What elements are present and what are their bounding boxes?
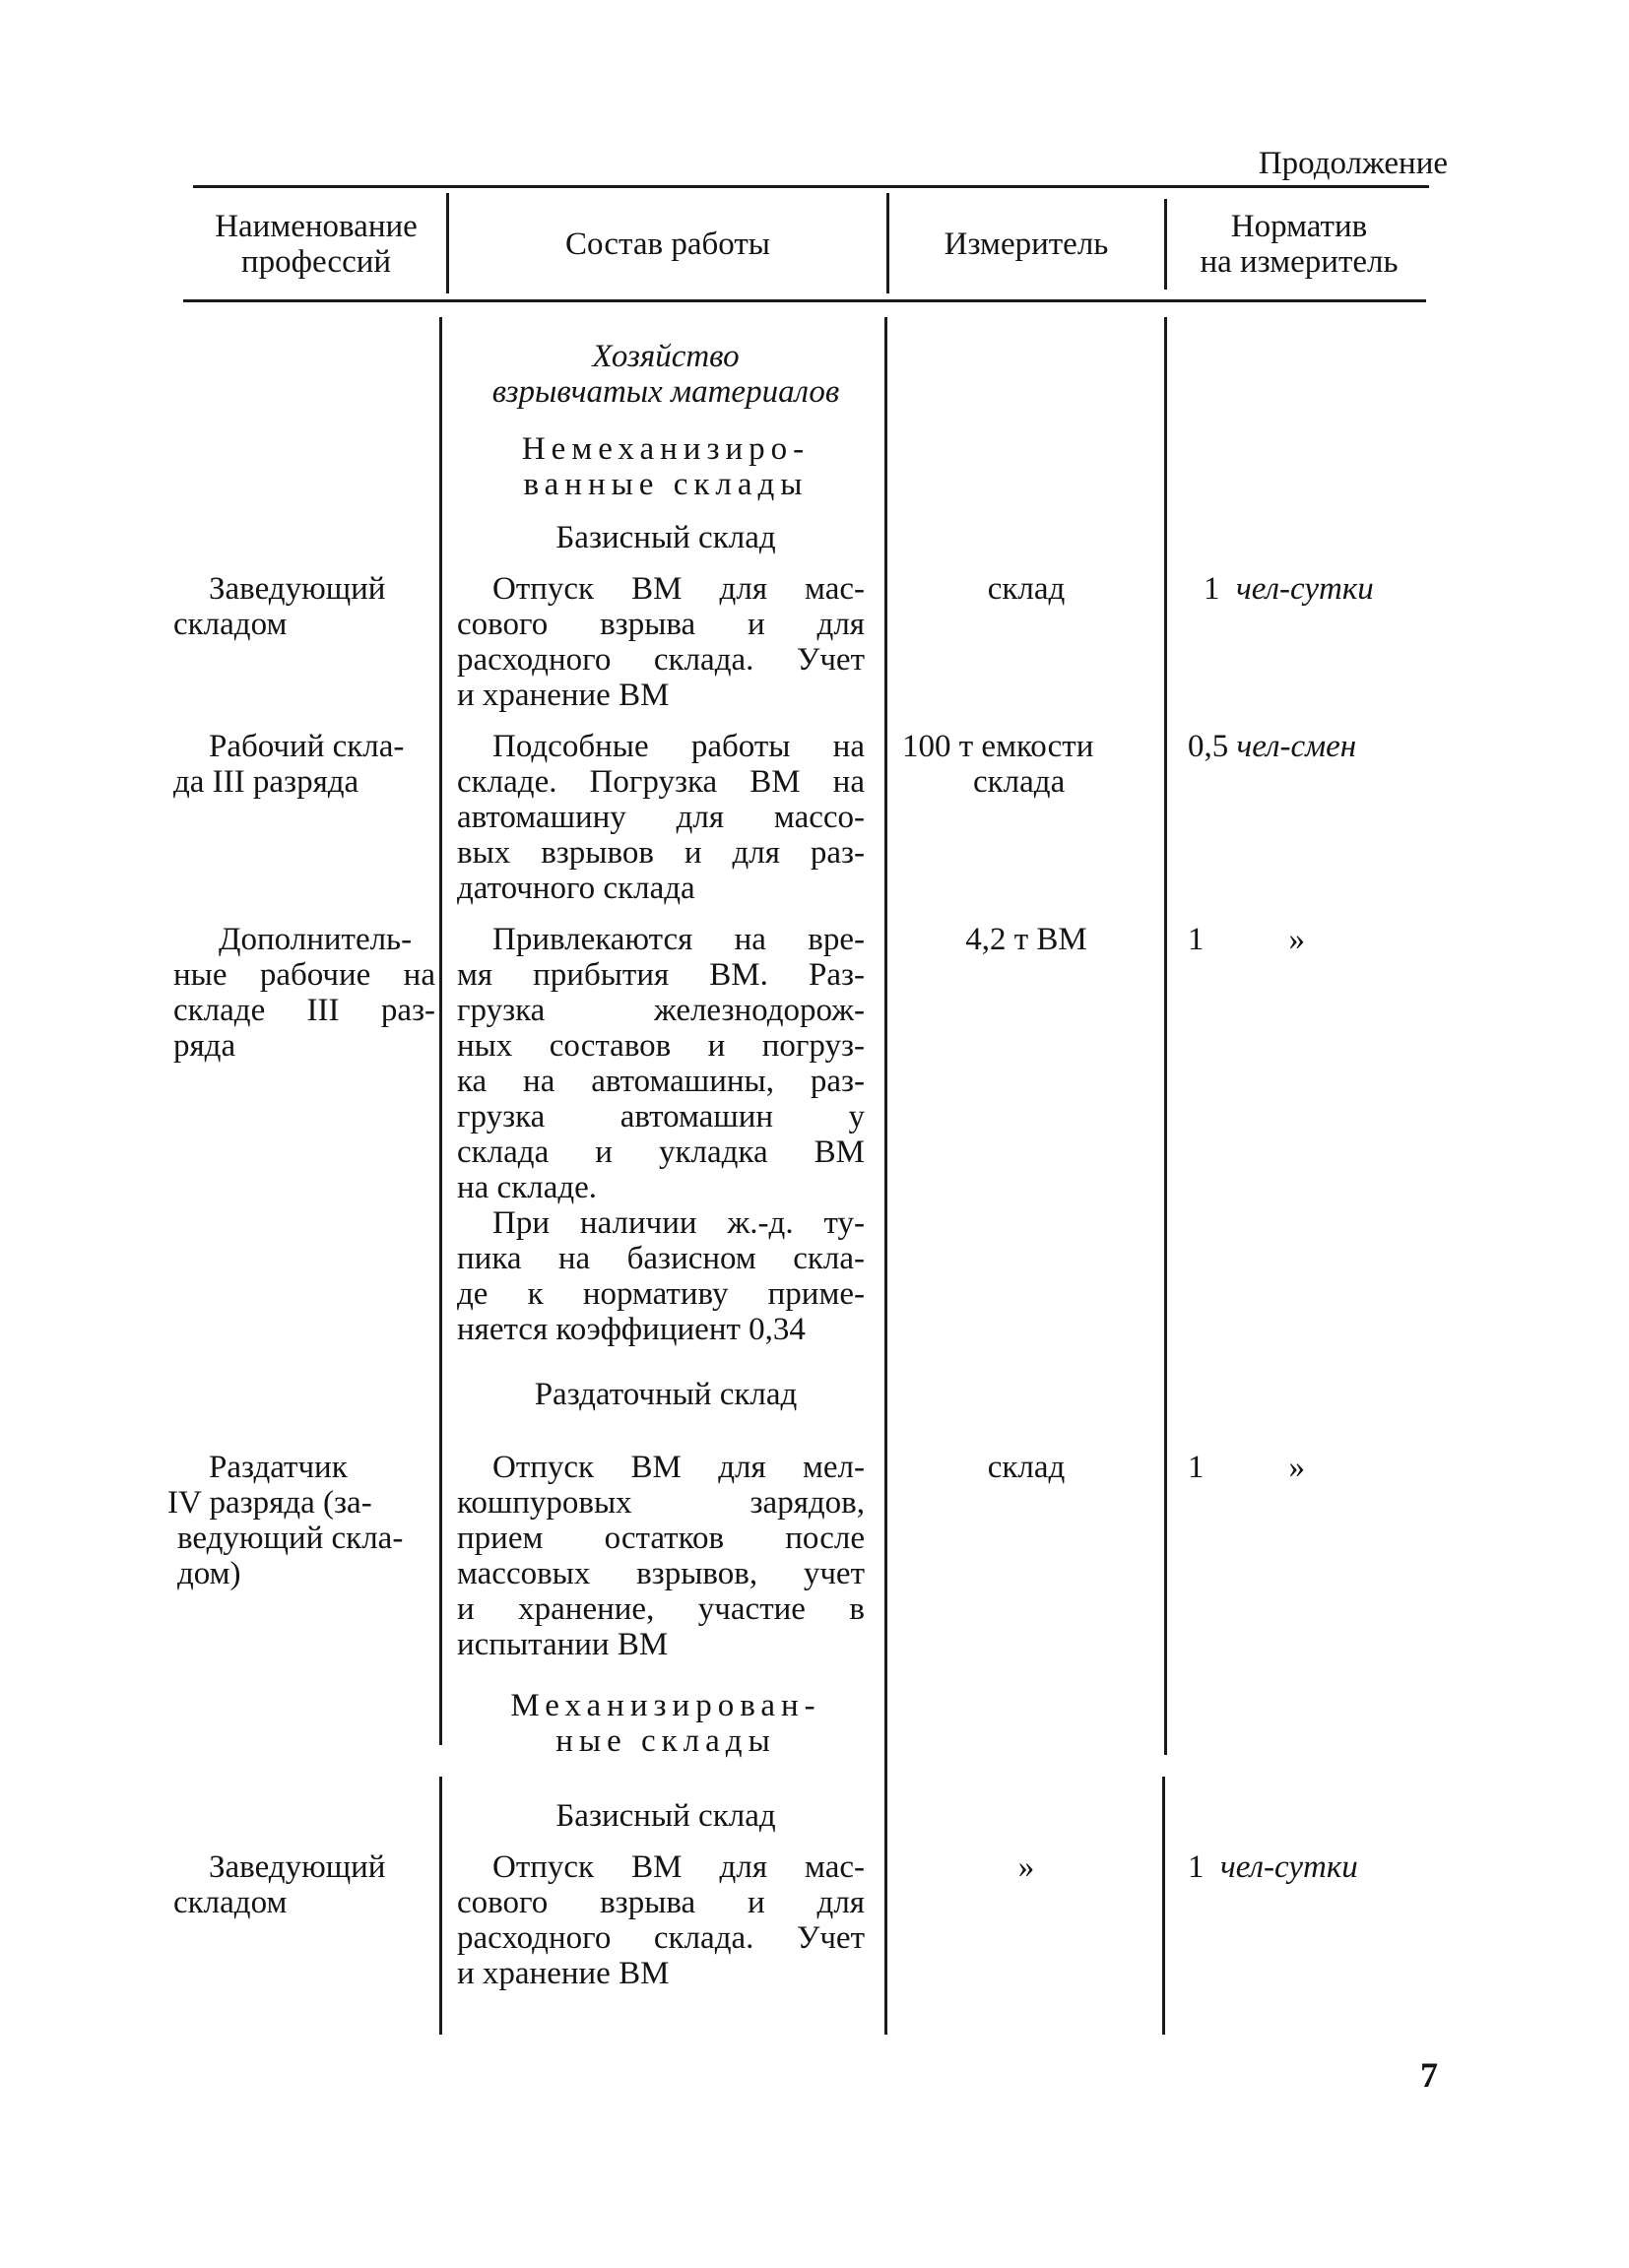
row2-norm: 0,5 чел-смен	[1188, 729, 1357, 764]
row5-norm: 1 чел-сутки	[1188, 1849, 1358, 1885]
row1-norm: 1 чел-сутки	[1204, 571, 1374, 607]
header-bottom-rule	[183, 299, 1426, 302]
row3-work: Привлекаются на вре- мя прибытия ВМ. Раз- грузка железнодорож- ных составов и погруз- ка на автомашины, раз- грузка автомашин у склада и укладка ВМ на складе.	[457, 922, 865, 1205]
section-title-nonmech: Немеханизиро- ванные склады	[521, 431, 811, 502]
section-title-main: Хозяйство взрывчатых материалов	[491, 339, 840, 410]
section-title-dispense-warehouse: Раздаточный склад	[534, 1377, 798, 1412]
row2-profession: Рабочий скла- да III разряда	[173, 729, 405, 800]
row2-unit: 100 т емкости склада	[902, 729, 1094, 800]
row3-norm: 1 »	[1188, 922, 1305, 957]
section-title-base-warehouse-2: Базисный склад	[555, 1798, 776, 1834]
header-col-unit: Измеритель	[944, 227, 1109, 262]
header-divider-1	[446, 193, 449, 293]
page-number: 7	[1420, 2055, 1438, 2095]
header-col-work: Состав работы	[565, 227, 770, 262]
row1-unit: склад	[987, 571, 1066, 607]
row4-unit: склад	[987, 1450, 1066, 1485]
row5-work: Отпуск ВМ для мас- сового взрыва и для расходного склада. Учет и хранение ВМ	[457, 1849, 865, 1991]
header-col-norm: Норматив на измеритель	[1200, 209, 1399, 280]
body-divider-unit-right	[1164, 317, 1167, 1755]
continuation-label: Продолжение	[1258, 146, 1448, 181]
header-divider-3	[1164, 199, 1167, 290]
header-top-rule	[193, 185, 1429, 188]
row3-profession: Дополнитель- ные рабочие на складе III раз- ряда	[173, 922, 435, 1064]
section-title-mech: Механизирован- ные склады	[510, 1688, 821, 1759]
row3-work-note: При наличии ж.-д. ту- пика на базисном скла- де к нормативу приме- няется коэффициент 0,34	[457, 1205, 865, 1347]
header-col-profession: Наименование профессий	[215, 209, 418, 280]
row4-norm: 1 »	[1188, 1450, 1305, 1485]
row1-work: Отпуск ВМ для мас- сового взрыва и для расходного склада. Учет и хранение ВМ	[457, 571, 865, 713]
row4-work: Отпуск ВМ для мел- кошпуровых зарядов, прием остатков после массовых взрывов, учет и хранение, участие в испытании ВМ	[457, 1450, 865, 1662]
body-divider-work-left-2	[439, 1777, 442, 2035]
header-divider-2	[886, 193, 889, 293]
body-divider-work-left	[439, 317, 442, 1745]
row5-profession: Заведующий складом	[173, 1849, 386, 1920]
row5-unit: »	[1017, 1849, 1035, 1885]
body-divider-work-right	[884, 317, 887, 2035]
row1-profession: Заведующий складом	[173, 571, 386, 642]
body-divider-unit-right-2	[1162, 1777, 1165, 2035]
section-title-base-warehouse: Базисный склад	[555, 520, 776, 555]
row2-work: Подсобные работы на складе. Погрузка ВМ на автомашину для массо- вых взрывов и для раз- даточного склада	[457, 729, 865, 906]
row4-profession: Раздатчик IV разряда (за- ведующий скла- дом)	[167, 1450, 404, 1591]
row3-unit: 4,2 т ВМ	[965, 922, 1087, 957]
